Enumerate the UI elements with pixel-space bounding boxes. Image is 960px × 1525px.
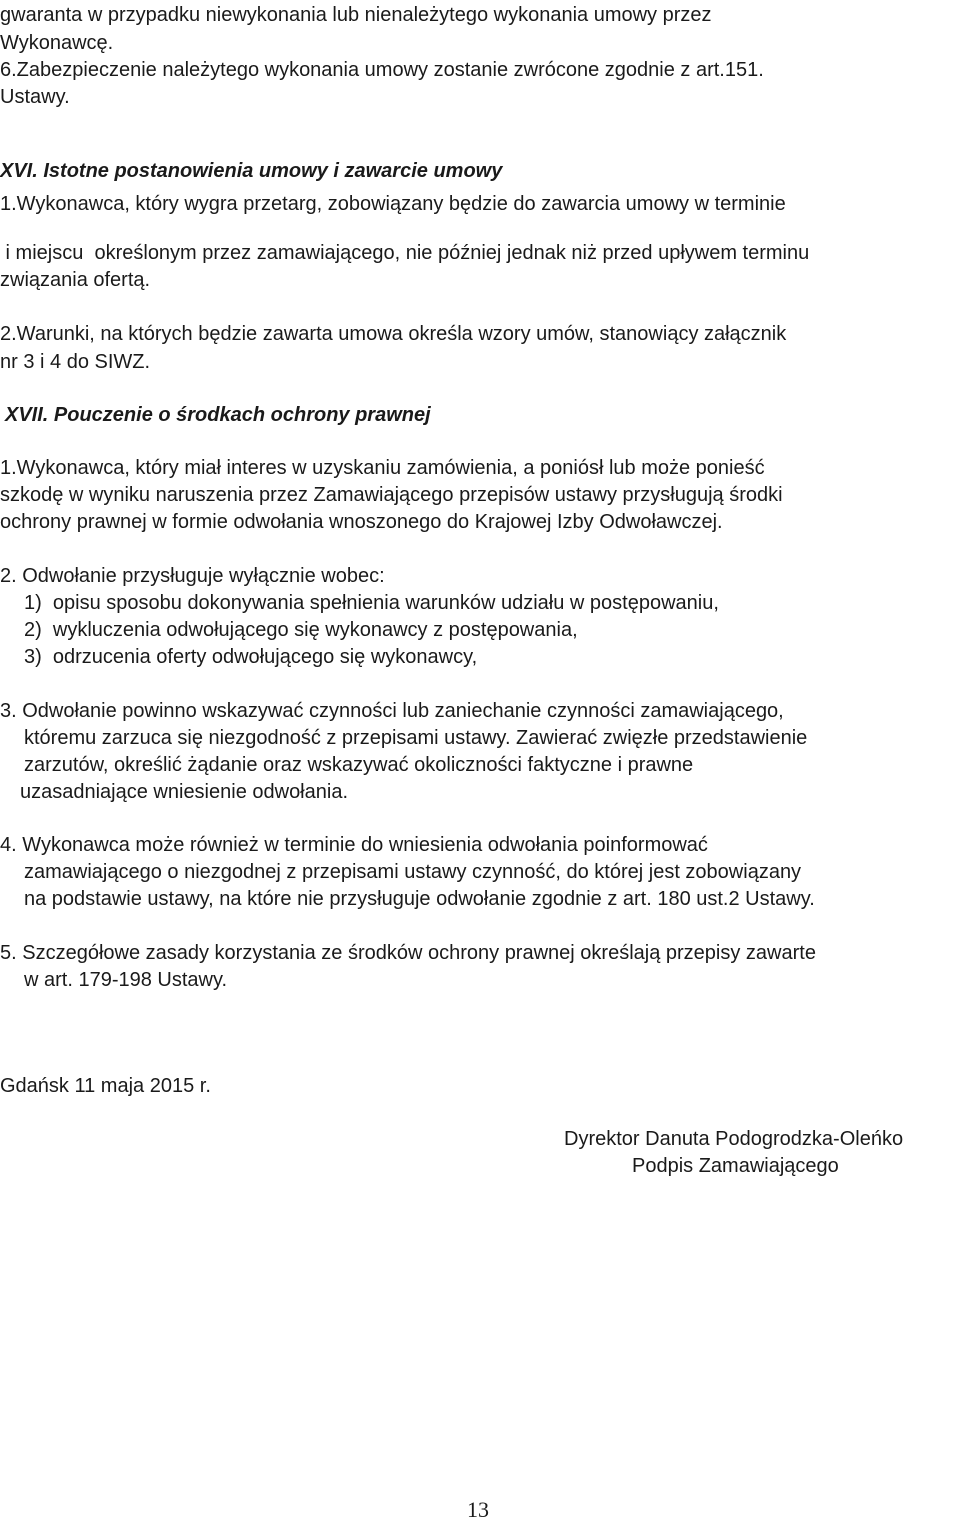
paragraph-line: uzasadniające wniesienie odwołania. xyxy=(20,781,348,803)
paragraph-line: 1.Wykonawca, który wygra przetarg, zobowiązany będzie do zawarcia umowy w terminie xyxy=(0,193,786,215)
page-number: 13 xyxy=(467,1497,489,1522)
paragraph-line: związania ofertą. xyxy=(0,269,151,291)
paragraph-line: 1.Wykonawca, który miał interes w uzyskaniu zamówienia, a poniósł lub może ponieść xyxy=(0,457,765,479)
paragraph-line: zamawiającego o niezgodnej z przepisami ustawy czynność, do której jest zobowiązany xyxy=(24,861,802,883)
section-heading-xvi: XVI. Istotne postanowienia umowy i zawarcie umowy xyxy=(0,160,503,182)
paragraph-line: nr 3 i 4 do SIWZ. xyxy=(0,351,151,373)
place-date: Gdańsk 11 maja 2015 r. xyxy=(0,1075,211,1097)
list-item: 3) odrzucenia oferty odwołującego się wykonawcy, xyxy=(24,646,478,668)
signature-label: Podpis Zamawiającego xyxy=(632,1155,839,1177)
paragraph-line: i miejscu określonym przez zamawiającego, nie później jednak niż przed upływem terminu xyxy=(0,242,810,264)
paragraph-line: 2. Odwołanie przysługuje wyłącznie wobec: xyxy=(0,565,385,587)
paragraph-line: 2.Warunki, na których będzie zawarta umowa określa wzory umów, stanowiący załącznik xyxy=(0,323,787,345)
paragraph-line: 5. Szczegółowe zasady korzystania ze środków ochrony prawnej określają przepisy zawarte xyxy=(0,942,816,964)
paragraph-line: 6.Zabezpieczenie należytego wykonania umowy zostanie zwrócone zgodnie z art.151. xyxy=(0,59,764,81)
section-heading-xvii: XVII. Pouczenie o środkach ochrony prawnej xyxy=(5,404,431,426)
paragraph-line: Ustawy. xyxy=(0,86,70,108)
paragraph-line: gwaranta w przypadku niewykonania lub nienależytego wykonania umowy przez xyxy=(0,4,712,26)
paragraph-line: 4. Wykonawca może również w terminie do wniesienia odwołania poinformować xyxy=(0,834,708,856)
signer-name: Dyrektor Danuta Podogrodzka-Oleńko xyxy=(564,1128,904,1150)
list-item: 2) wykluczenia odwołującego się wykonawcy z postępowania, xyxy=(24,619,578,641)
paragraph-line: któremu zarzuca się niezgodność z przepisami ustawy. Zawierać zwięzłe przedstawienie xyxy=(24,727,808,749)
list-item: 1) opisu sposobu dokonywania spełnienia warunków udziału w postępowaniu, xyxy=(24,592,719,614)
paragraph-line: ochrony prawnej w formie odwołania wnoszonego do Krajowej Izby Odwoławczej. xyxy=(0,511,723,533)
paragraph-line: zarzutów, określić żądanie oraz wskazywać okoliczności faktyczne i prawne xyxy=(24,754,694,776)
paragraph-line: w art. 179-198 Ustawy. xyxy=(24,969,228,991)
paragraph-line: na podstawie ustawy, na które nie przysługuje odwołanie zgodnie z art. 180 ust.2 Ustawy. xyxy=(24,888,815,910)
paragraph-line: Wykonawcę. xyxy=(0,32,114,54)
paragraph-line: szkodę w wyniku naruszenia przez Zamawiającego przepisów ustawy przysługują środki xyxy=(0,484,783,506)
paragraph-line: 3. Odwołanie powinno wskazywać czynności lub zaniechanie czynności zamawiającego, xyxy=(0,700,784,722)
